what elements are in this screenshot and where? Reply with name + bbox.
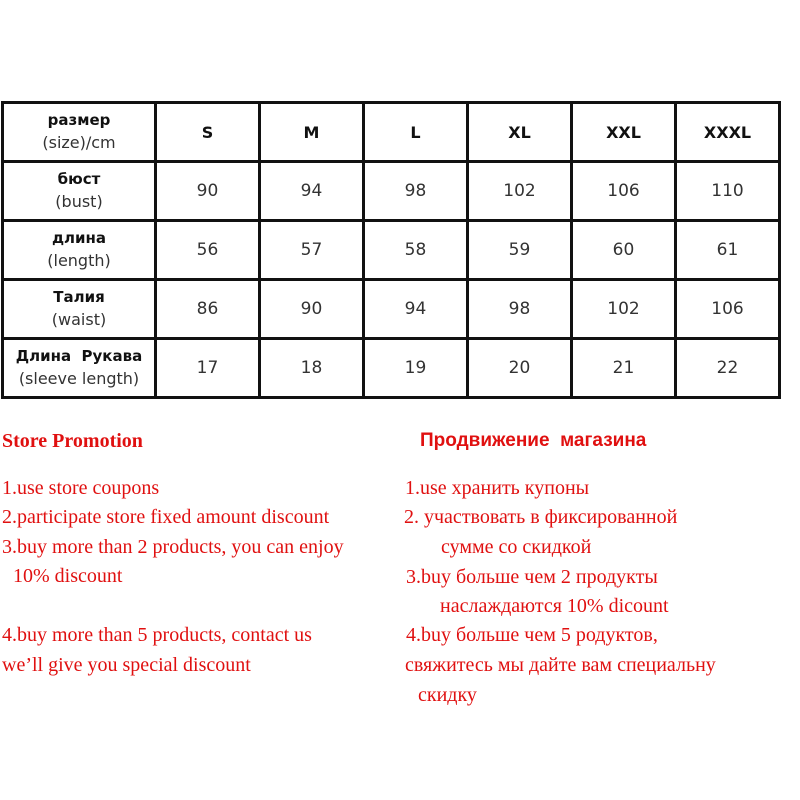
promotion-ru-line-4b: свяжитесь мы дайте вам специальну [405,654,716,676]
promotion-en-line-1: 1.use store coupons [2,477,160,499]
table-cell: 60 [572,221,676,280]
promotion-ru-line-2b: сумме со скидкой [441,536,592,558]
table-cell: 58 [364,221,468,280]
table-cell: 102 [572,280,676,339]
table-cell: 106 [676,280,780,339]
table-cell: 86 [156,280,260,339]
size-xl: XL [468,103,572,162]
waist-label-en: (waist) [51,310,107,329]
promotion-ru-line-1: 1.use хранить купоны [405,477,590,499]
table-cell: 18 [260,339,364,398]
waist-label-ru: Талия [53,288,105,306]
waist-label-cell [3,280,156,339]
table-cell: 110 [676,162,780,221]
table-cell: 21 [572,339,676,398]
size-xxl: XXL [572,103,676,162]
size-label-cell [3,103,156,162]
size-s: S [156,103,260,162]
table-cell: 106 [572,162,676,221]
promotion-en-line-4b: we’ll give you special discount [2,654,251,676]
table-row-length [3,221,780,280]
table-cell: 22 [676,339,780,398]
table-cell: 98 [364,162,468,221]
promotion-ru-line-2: 2. участвовать в фиксированной [404,506,678,528]
table-cell: 19 [364,339,468,398]
promotion-title-ru: Продвижение магазина [420,430,647,451]
promotion-en-line-3: 3.buy more than 2 products, you can enjoy [2,536,344,558]
table-cell: 102 [468,162,572,221]
bust-label-cell [3,162,156,221]
sleeve-label-ru: Длина Рукава [15,347,143,365]
promotion-ru-line-4: 4.buy больше чем 5 родуктов, [406,624,658,646]
size-label-ru: размер [47,111,111,129]
table-header-row [3,103,780,162]
length-label-en: (length) [47,251,111,270]
bust-label-ru: бюст [57,170,101,188]
promotion-en-line-2: 2.participate store fixed amount discount [2,506,330,528]
table-cell: 17 [156,339,260,398]
promotion-ru-line-3b: наслаждаются 10% dicount [440,595,669,617]
promotion-ru-line-3: 3.buy больше чем 2 продукты [406,566,658,588]
table-cell: 59 [468,221,572,280]
size-xxxl: XXXL [676,103,780,162]
bust-label-en: (bust) [55,192,103,211]
sleeve-label-en: (sleeve length) [18,369,140,388]
table-row-sleeve [3,339,780,398]
promotion-ru-line-4c: скидку [418,684,477,706]
sleeve-label-cell [3,339,156,398]
table-cell: 90 [260,280,364,339]
table-cell: 94 [260,162,364,221]
size-label-en: (size)/cm [42,133,116,152]
table-row-bust [3,162,780,221]
size-m: M [260,103,364,162]
table-row-waist [3,280,780,339]
table-cell: 98 [468,280,572,339]
size-chart-table [1,101,781,399]
table-cell: 56 [156,221,260,280]
table-cell: 90 [156,162,260,221]
length-label-ru: длина [51,229,107,247]
promotion-title-en: Store Promotion [2,430,143,452]
table-cell: 94 [364,280,468,339]
table-cell: 61 [676,221,780,280]
length-label-cell [3,221,156,280]
size-l: L [364,103,468,162]
promotion-en-line-3b: 10% discount [13,565,123,587]
table-cell: 20 [468,339,572,398]
promotion-en-line-4: 4.buy more than 5 products, contact us [2,624,312,646]
table-cell: 57 [260,221,364,280]
